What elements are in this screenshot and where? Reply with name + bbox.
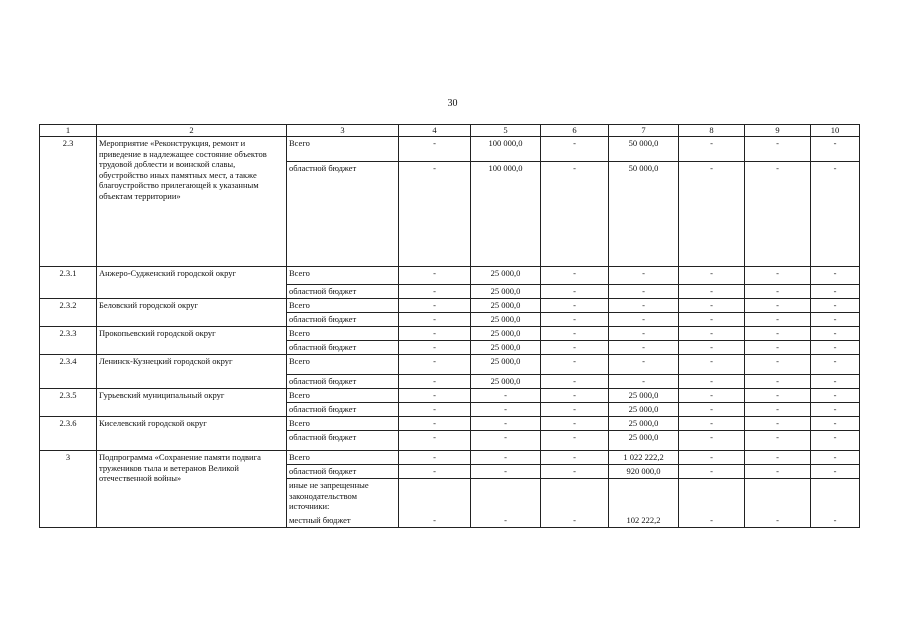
col-header: 2 bbox=[97, 125, 287, 137]
table-cell: - bbox=[811, 327, 860, 341]
table-cell: - bbox=[541, 137, 609, 162]
table-cell: - bbox=[811, 137, 860, 162]
table-cell: 100 000,0 bbox=[471, 137, 541, 162]
funding-source: Всего bbox=[287, 389, 399, 403]
table-cell: - bbox=[609, 375, 679, 389]
table-cell: - bbox=[471, 465, 541, 479]
col-header: 9 bbox=[745, 125, 811, 137]
funding-source: областной бюджет bbox=[287, 162, 399, 267]
table-cell: - bbox=[811, 451, 860, 465]
table-cell: - bbox=[471, 514, 541, 528]
funding-source: областной бюджет bbox=[287, 403, 399, 417]
table-cell: - bbox=[679, 451, 745, 465]
row-name: Киселевский городской округ bbox=[97, 417, 287, 451]
table-cell: - bbox=[541, 389, 609, 403]
row-id: 2.3.4 bbox=[40, 355, 97, 389]
table-row bbox=[40, 137, 860, 162]
row-id: 3 bbox=[40, 451, 97, 528]
table-cell bbox=[745, 479, 811, 515]
table-cell: - bbox=[679, 327, 745, 341]
table-cell: - bbox=[399, 299, 471, 313]
table-cell: - bbox=[679, 267, 745, 285]
table-row bbox=[40, 267, 860, 285]
row-name: Гурьевский муниципальный округ bbox=[97, 389, 287, 417]
table-cell: - bbox=[811, 355, 860, 375]
row-name: Подпрограмма «Сохранение памяти подвига тружеников тыла и ветеранов Великой отечественной войны» bbox=[97, 451, 287, 528]
table-cell: - bbox=[609, 285, 679, 299]
table-cell: - bbox=[679, 355, 745, 375]
table-cell: 25 000,0 bbox=[471, 299, 541, 313]
table-cell: - bbox=[609, 327, 679, 341]
table-cell bbox=[399, 479, 471, 515]
table-cell bbox=[471, 479, 541, 515]
funding-source: Всего bbox=[287, 137, 399, 162]
table-cell: - bbox=[471, 417, 541, 431]
col-header: 1 bbox=[40, 125, 97, 137]
funding-source: Всего bbox=[287, 327, 399, 341]
table-cell: - bbox=[399, 417, 471, 431]
table-cell: - bbox=[541, 341, 609, 355]
funding-source: местный бюджет bbox=[287, 514, 399, 528]
table-cell: - bbox=[541, 451, 609, 465]
table-cell: - bbox=[541, 327, 609, 341]
table-cell: - bbox=[811, 465, 860, 479]
funding-source: иные не запрещенные законодательством источники: bbox=[287, 479, 399, 515]
table-cell: - bbox=[541, 162, 609, 267]
table-cell: - bbox=[745, 417, 811, 431]
table-cell: - bbox=[609, 313, 679, 327]
table-row bbox=[40, 327, 860, 341]
table-cell: - bbox=[679, 403, 745, 417]
table-cell: - bbox=[399, 389, 471, 403]
table-cell: - bbox=[811, 285, 860, 299]
table-cell: 25 000,0 bbox=[471, 375, 541, 389]
table-cell: - bbox=[609, 267, 679, 285]
table-cell: - bbox=[811, 389, 860, 403]
table-cell: 25 000,0 bbox=[471, 313, 541, 327]
funding-source: областной бюджет bbox=[287, 431, 399, 451]
funding-source: областной бюджет bbox=[287, 375, 399, 389]
table-cell: - bbox=[679, 465, 745, 479]
table-cell: - bbox=[679, 417, 745, 431]
table-cell: - bbox=[811, 431, 860, 451]
row-name: Прокопьевский городской округ bbox=[97, 327, 287, 355]
col-header: 10 bbox=[811, 125, 860, 137]
table-cell: 50 000,0 bbox=[609, 162, 679, 267]
funding-source: областной бюджет bbox=[287, 285, 399, 299]
col-header: 7 bbox=[609, 125, 679, 137]
table-cell: - bbox=[811, 299, 860, 313]
table-cell: - bbox=[679, 137, 745, 162]
row-name: Беловский городской округ bbox=[97, 299, 287, 327]
table-cell: - bbox=[745, 451, 811, 465]
table-cell: 50 000,0 bbox=[609, 137, 679, 162]
table-cell: 100 000,0 bbox=[471, 162, 541, 267]
table-cell: - bbox=[745, 267, 811, 285]
table-cell: - bbox=[399, 403, 471, 417]
table-cell: - bbox=[541, 403, 609, 417]
table-cell: - bbox=[541, 417, 609, 431]
funding-source: Всего bbox=[287, 355, 399, 375]
table-cell: 25 000,0 bbox=[471, 327, 541, 341]
table-cell: - bbox=[745, 403, 811, 417]
table-cell: - bbox=[811, 162, 860, 267]
table-cell: - bbox=[541, 465, 609, 479]
row-name: Ленинск-Кузнецкий городской округ bbox=[97, 355, 287, 389]
table-cell: - bbox=[811, 403, 860, 417]
col-header: 6 bbox=[541, 125, 609, 137]
table-cell bbox=[609, 479, 679, 515]
table-cell: - bbox=[541, 313, 609, 327]
table-cell: - bbox=[399, 451, 471, 465]
table-cell: - bbox=[745, 514, 811, 528]
row-id: 2.3.6 bbox=[40, 417, 97, 451]
table-cell: - bbox=[471, 431, 541, 451]
table-row bbox=[40, 299, 860, 313]
table-cell: - bbox=[745, 137, 811, 162]
table-cell: - bbox=[399, 431, 471, 451]
table-cell bbox=[811, 479, 860, 515]
table-cell: - bbox=[679, 313, 745, 327]
table-row bbox=[40, 355, 860, 375]
funding-source: областной бюджет bbox=[287, 465, 399, 479]
budget-table bbox=[39, 124, 860, 528]
table-cell: - bbox=[745, 162, 811, 267]
table-cell: 102 222,2 bbox=[609, 514, 679, 528]
table-cell: - bbox=[399, 327, 471, 341]
table-cell: 25 000,0 bbox=[609, 431, 679, 451]
table-cell bbox=[541, 479, 609, 515]
table-cell: - bbox=[745, 285, 811, 299]
table-cell: 25 000,0 bbox=[471, 267, 541, 285]
row-id: 2.3 bbox=[40, 137, 97, 267]
table-cell: - bbox=[609, 355, 679, 375]
table-cell: - bbox=[745, 465, 811, 479]
table-cell: - bbox=[745, 389, 811, 403]
col-header: 3 bbox=[287, 125, 399, 137]
table-cell: - bbox=[679, 431, 745, 451]
table-cell: - bbox=[679, 375, 745, 389]
table-cell: - bbox=[399, 341, 471, 355]
funding-source: Всего bbox=[287, 417, 399, 431]
table-cell: - bbox=[399, 465, 471, 479]
table-cell: - bbox=[745, 431, 811, 451]
table-cell: 25 000,0 bbox=[471, 355, 541, 375]
row-id: 2.3.2 bbox=[40, 299, 97, 327]
col-header: 5 bbox=[471, 125, 541, 137]
col-header: 8 bbox=[679, 125, 745, 137]
table-row bbox=[40, 417, 860, 431]
table-cell: - bbox=[811, 375, 860, 389]
table-cell: - bbox=[811, 341, 860, 355]
table-row bbox=[40, 451, 860, 465]
table-cell: - bbox=[399, 267, 471, 285]
table-cell: - bbox=[471, 451, 541, 465]
table-cell: - bbox=[541, 285, 609, 299]
funding-source: областной бюджет bbox=[287, 313, 399, 327]
table-cell: - bbox=[541, 267, 609, 285]
table-cell: - bbox=[745, 375, 811, 389]
table-cell: - bbox=[745, 355, 811, 375]
table-row bbox=[40, 389, 860, 403]
table-cell: 25 000,0 bbox=[471, 341, 541, 355]
table-cell: - bbox=[811, 514, 860, 528]
table-cell: - bbox=[745, 341, 811, 355]
row-name: Мероприятие «Реконструкция, ремонт и приведение в надлежащее состояние объектов трудовой доблести и воинской славы, обустройство иных памятных мест, а также благоустройство прилегающей к указанным объектам территории» bbox=[97, 137, 287, 267]
table-cell: - bbox=[811, 267, 860, 285]
table-cell: - bbox=[679, 341, 745, 355]
table-cell: - bbox=[541, 514, 609, 528]
funding-source: Всего bbox=[287, 299, 399, 313]
table-cell: - bbox=[679, 285, 745, 299]
table-cell: - bbox=[541, 431, 609, 451]
table-cell: - bbox=[541, 299, 609, 313]
table-cell: 1 022 222,2 bbox=[609, 451, 679, 465]
table-cell: - bbox=[609, 299, 679, 313]
table-cell: 25 000,0 bbox=[471, 285, 541, 299]
funding-source: областной бюджет bbox=[287, 341, 399, 355]
table-cell: - bbox=[471, 389, 541, 403]
table-cell: - bbox=[399, 285, 471, 299]
table-cell: - bbox=[399, 313, 471, 327]
table-cell: - bbox=[399, 355, 471, 375]
row-id: 2.3.5 bbox=[40, 389, 97, 417]
table-cell: - bbox=[541, 375, 609, 389]
table-cell: - bbox=[541, 355, 609, 375]
table-cell: - bbox=[399, 162, 471, 267]
table-cell: - bbox=[679, 299, 745, 313]
table-cell: 25 000,0 bbox=[609, 403, 679, 417]
table-cell: - bbox=[679, 514, 745, 528]
table-cell: - bbox=[745, 313, 811, 327]
table-cell: - bbox=[399, 137, 471, 162]
table-cell: - bbox=[745, 299, 811, 313]
table-cell: - bbox=[609, 341, 679, 355]
funding-source: Всего bbox=[287, 267, 399, 285]
funding-source: Всего bbox=[287, 451, 399, 465]
row-id: 2.3.3 bbox=[40, 327, 97, 355]
table-cell: 25 000,0 bbox=[609, 417, 679, 431]
header-row bbox=[40, 125, 860, 137]
table-cell: - bbox=[471, 403, 541, 417]
page-number: 30 bbox=[447, 98, 458, 109]
table-cell: - bbox=[811, 313, 860, 327]
table-cell: 920 000,0 bbox=[609, 465, 679, 479]
table-cell bbox=[679, 479, 745, 515]
table-cell: - bbox=[399, 375, 471, 389]
table-cell: - bbox=[811, 417, 860, 431]
table-cell: - bbox=[745, 327, 811, 341]
table-cell: - bbox=[679, 162, 745, 267]
col-header: 4 bbox=[399, 125, 471, 137]
table-cell: - bbox=[399, 514, 471, 528]
table-cell: - bbox=[679, 389, 745, 403]
table-cell: 25 000,0 bbox=[609, 389, 679, 403]
row-name: Анжеро-Судженский городской округ bbox=[97, 267, 287, 299]
row-id: 2.3.1 bbox=[40, 267, 97, 299]
